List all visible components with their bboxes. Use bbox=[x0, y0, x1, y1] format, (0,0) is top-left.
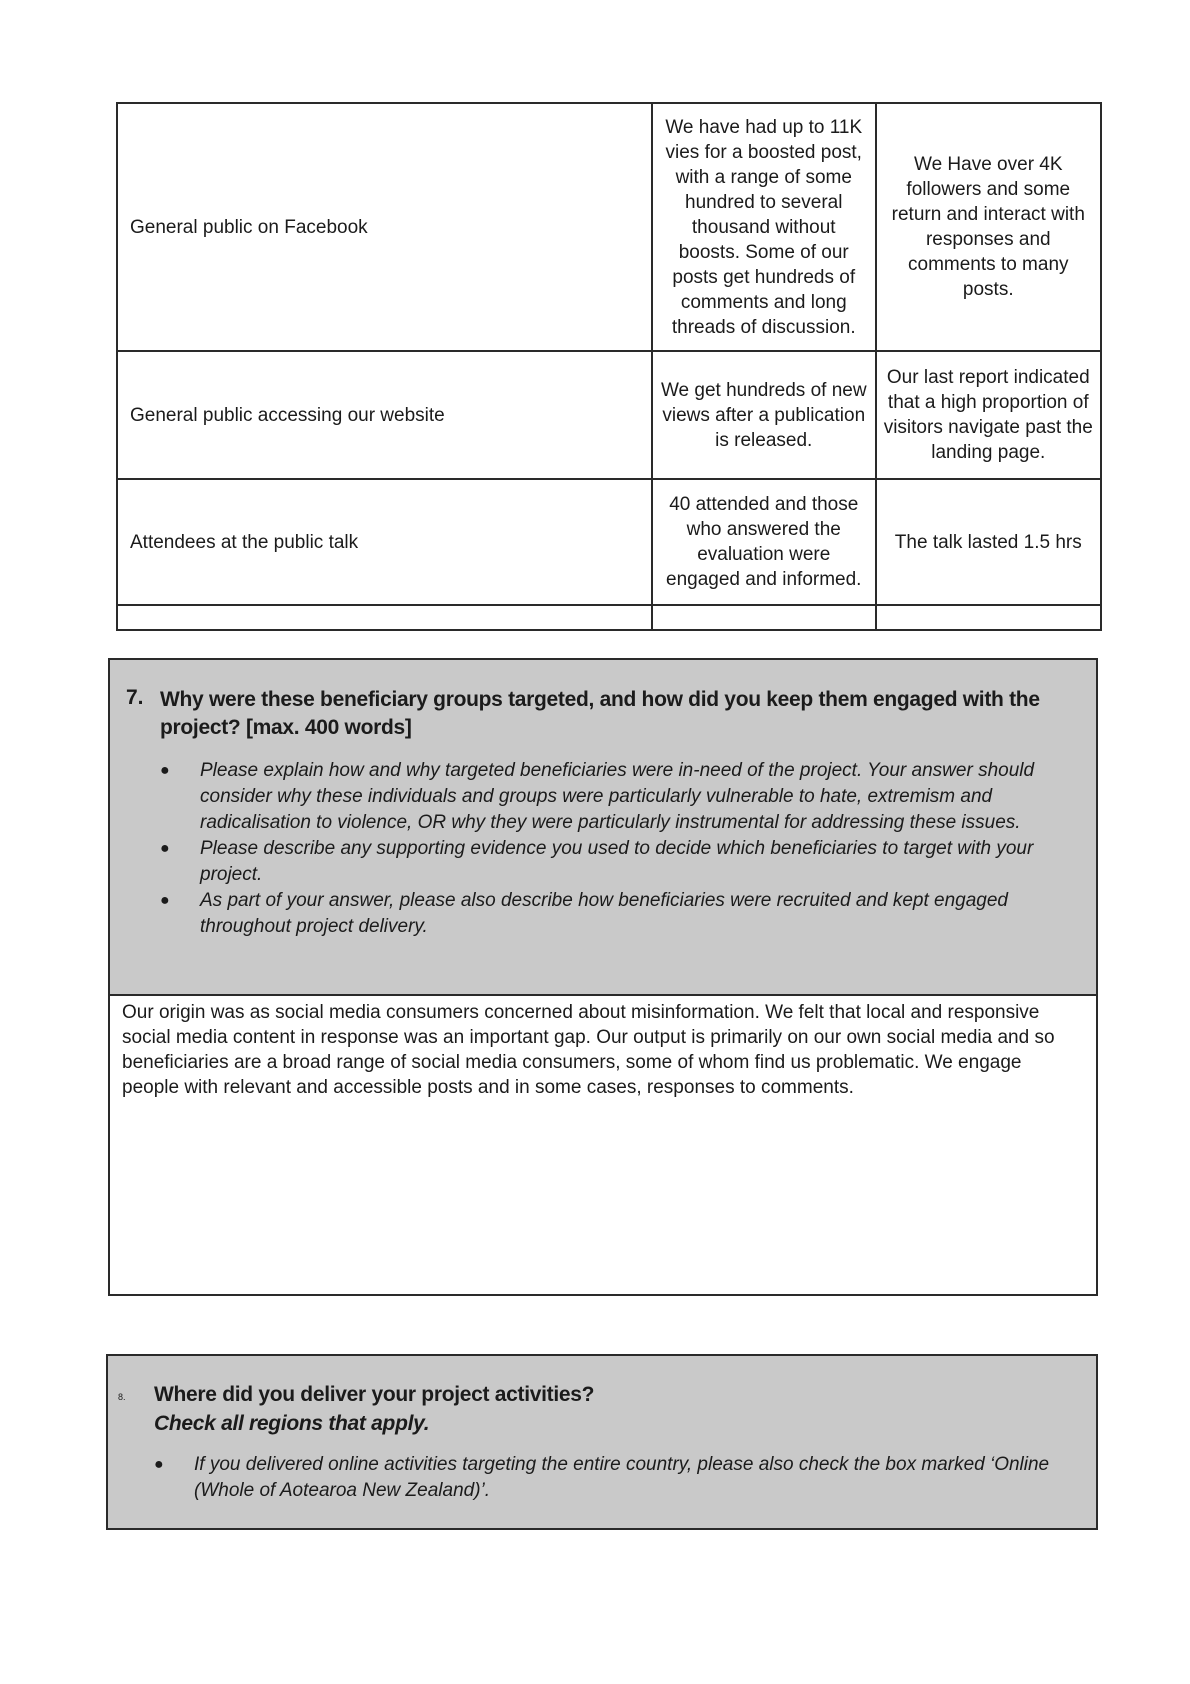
bullet-icon: ● bbox=[160, 892, 170, 909]
guidance-item bbox=[160, 888, 1078, 940]
question-title: Why were these beneficiary groups targeted, and how did you keep them engaged with the project? [max. 400 words] bbox=[160, 688, 1040, 739]
engagement-text: We Have over 4K followers and some return and interact with responses and comments to many posts. bbox=[891, 154, 1085, 300]
group-cell[interactable] bbox=[117, 605, 652, 630]
beneficiary-table bbox=[116, 102, 1102, 631]
reach-text: We have had up to 11K vies for a boosted post, with a range of some hundred to several thousand without boosts. Some of our posts get hundreds of comments and long threads of discussion. bbox=[665, 116, 863, 338]
table-row bbox=[117, 351, 1101, 479]
reach-text: 40 attended and those who answered the evaluation were engaged and informed. bbox=[666, 494, 862, 590]
guidance-list bbox=[160, 758, 1078, 940]
guidance-text: If you delivered online activities targeting the entire country, please also check the box marked ‘Online (Whole of Aotearoa New Zealand)’. bbox=[194, 1454, 1050, 1501]
bullet-icon: ● bbox=[160, 762, 170, 779]
reach-cell bbox=[652, 103, 876, 351]
engagement-cell[interactable] bbox=[876, 605, 1101, 630]
reach-text: We get hundreds of new views after a publication is released. bbox=[660, 379, 867, 451]
guidance-item bbox=[160, 758, 1078, 836]
question-title-text: Where did you deliver your project activities? bbox=[154, 1383, 595, 1406]
bullet-icon: ● bbox=[160, 840, 170, 857]
question-number: 7. bbox=[126, 686, 144, 709]
question-subtitle: Check all regions that apply. bbox=[154, 1412, 430, 1435]
engagement-text: The talk lasted 1.5 hrs bbox=[894, 531, 1082, 553]
guidance-item bbox=[160, 836, 1078, 888]
engagement-cell bbox=[876, 351, 1101, 479]
reach-cell bbox=[652, 479, 876, 605]
engagement-cell bbox=[876, 103, 1101, 351]
group-cell: General public on Facebook bbox=[117, 103, 652, 351]
group-cell: Attendees at the public talk bbox=[117, 479, 652, 605]
question-title bbox=[154, 1380, 1054, 1438]
guidance-item bbox=[154, 1452, 1072, 1504]
guidance-text: Please describe any supporting evidence you used to decide which beneficiaries to target with your project. bbox=[200, 838, 1034, 885]
answer-field[interactable]: Our origin was as social media consumers concerned about misinformation. We felt that local and responsive social media content in response was an important gap. Our output is primarily on our own social media and so beneficiaries are a broad range of social media consumers, some of whom find us problematic. We engage people with relevant and accessible posts and in some cases, responses to comments. bbox=[122, 1002, 1055, 1098]
table-row bbox=[117, 103, 1101, 351]
engagement-text: Our last report indicated that a high proportion of visitors navigate past the landing page. bbox=[883, 367, 1093, 463]
reach-cell bbox=[652, 351, 876, 479]
question-7-header bbox=[110, 660, 1096, 996]
engagement-cell bbox=[876, 479, 1101, 605]
question-number: 8. bbox=[118, 1392, 126, 1402]
bullet-icon: ● bbox=[154, 1456, 164, 1473]
reach-cell[interactable] bbox=[652, 605, 876, 630]
table-row bbox=[117, 479, 1101, 605]
question-8-box bbox=[106, 1354, 1098, 1530]
group-cell: General public accessing our website bbox=[117, 351, 652, 479]
guidance-text: As part of your answer, please also describe how beneficiaries were recruited and kept engaged throughout project delivery. bbox=[200, 890, 1008, 937]
question-7-box bbox=[108, 658, 1098, 1296]
guidance-text: Please explain how and why targeted beneficiaries were in-need of the project. Your answer should consider why these individuals and groups were particularly vulnerable to hate, extremism and radicalisation to violence, OR why they were particularly instrumental for addressing these issues. bbox=[200, 760, 1035, 833]
table-row-empty bbox=[117, 605, 1101, 630]
guidance-list bbox=[154, 1452, 1072, 1504]
